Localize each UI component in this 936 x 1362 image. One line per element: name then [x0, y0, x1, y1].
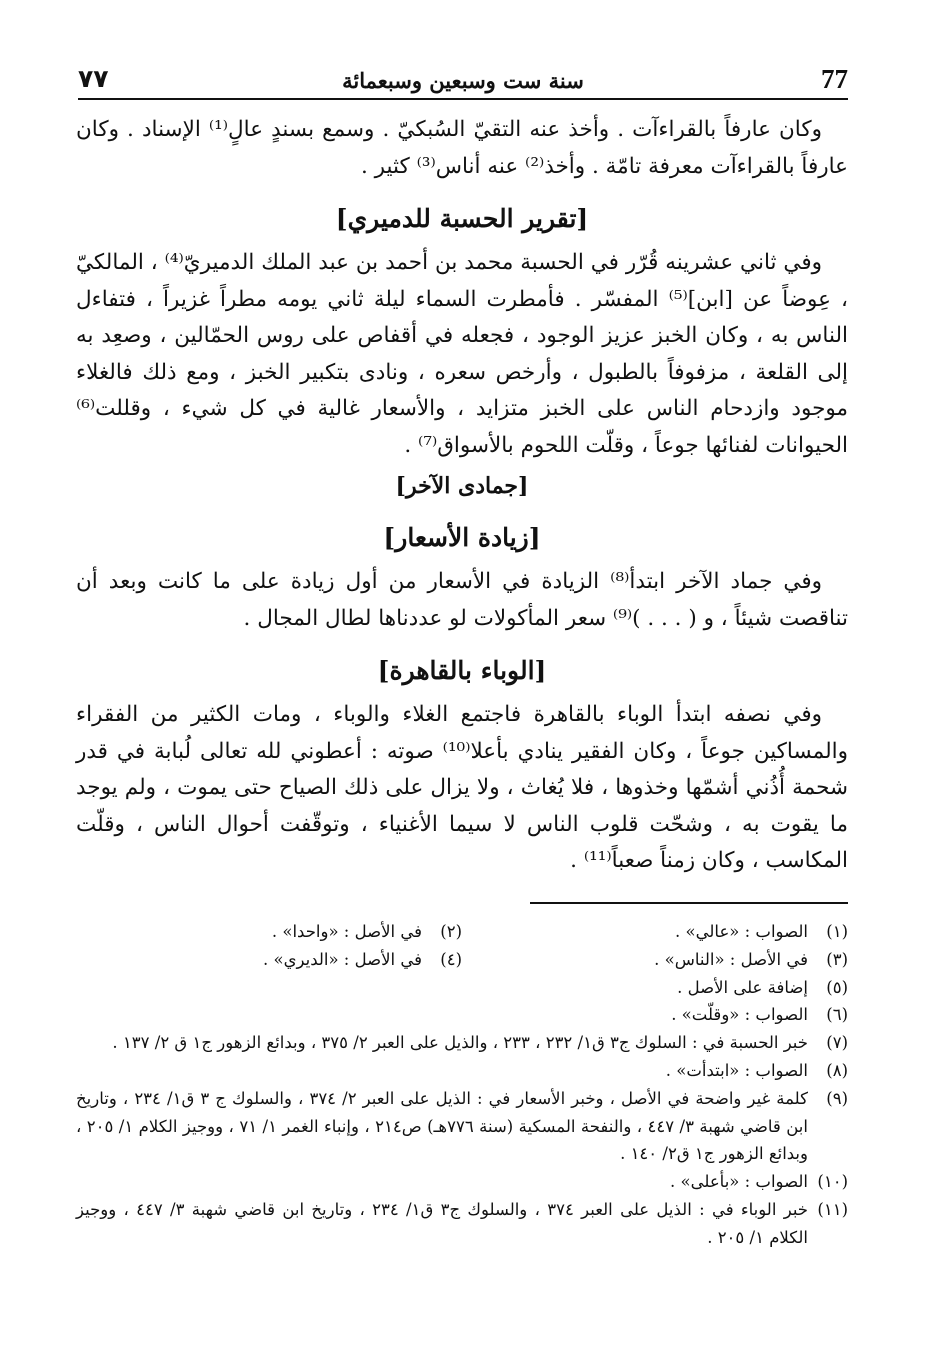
footnote-6 [76, 1001, 848, 1029]
footnote-number: (١١) [817, 1199, 848, 1219]
footnote-text: إضافة على الأصل . [677, 977, 808, 997]
heading-hisba: [تقرير الحسبة للدميري] [335, 204, 589, 233]
footnote-11 [76, 1196, 848, 1252]
footnote-number: (٣) [826, 949, 848, 969]
heading-prices: [زيادة الأسعار] [383, 523, 541, 552]
footnote-2 [76, 918, 462, 946]
footnote-text: الصواب : «وقلّت» . [671, 1005, 808, 1025]
paragraph-3: وفي جماد الآخر ابتدأ⁽⁸⁾ الزيادة في الأسعار من أول زيادة على ما كانت وبعد أن تناقصت شيئاً ، و ( . . . )⁽⁹⁾ سعر المأكولات لو عددناها لطال المجال . [76, 569, 848, 631]
main-text [76, 112, 848, 880]
footnote-5 [76, 974, 848, 1002]
footnote-text: في الأصل : «الناس» . [654, 949, 808, 969]
footnote-10 [76, 1168, 848, 1196]
footnote-8 [76, 1057, 848, 1085]
footnote-number: (٢) [440, 922, 462, 941]
footnote-3 [462, 946, 848, 974]
page-number-latin: 77 [821, 64, 848, 94]
paragraph-2: وفي ثاني عشرينه قُرّر في الحسبة محمد بن أحمد بن عبد الملك الدميريّ⁽⁴⁾ ، المالكيّ ، عِوضاً عن [ابن]⁽⁵⁾ المفسّر . فأمطرت السماء ليلة ثاني يومه مطراً غزيراً ، فتفاءل الناس به ، وكان الخبز عزيز الوجود ، فجعله في أقفاص على روس الحمّالين ، وصعِد به إلى القلعة ، مزفوفاً بالطبول ، وأرخص سعره ، ونادى بتكبير الخبز ، ومع ذلك فالغلاء موجود وازدحام الناس على الخبز متزايد ، والأسعار غالية في كل شيء ، وقللت⁽⁶⁾ الحيوانات لفنائها جوعاً ، وقلّت اللحوم بالأسواق⁽⁷⁾ . [76, 250, 849, 458]
footnote-number: (٨) [826, 1060, 848, 1080]
footnote-9 [76, 1085, 848, 1168]
footnote-text: في الأصل : «الديري» . [263, 949, 422, 969]
footnote-number: (٧) [826, 1033, 848, 1053]
heading-plague: [الوباء بالقاهرة] [377, 656, 547, 685]
footnote-row [76, 918, 848, 946]
paragraph-1: وكان عارفاً بالقراءآت . وأخذ عنه التقيّ السُبكيّ . وسمع بسندٍ عالٍ⁽¹⁾ الإسناد . وكان عارفاً بالقراءآت معرفة تامّة . وأخذ⁽²⁾ عنه أناس⁽³⁾ كثير . [76, 117, 848, 179]
footnote-7 [76, 1029, 848, 1057]
footnote-number: (١) [826, 922, 848, 941]
footnote-text: خبر الوباء في : الذيل على العبر ٣٧٤ ، والسلوك ج٣ ق١/ ٢٣٤ ، وتاريخ ابن قاضي شهبة ٣/ ٤٤٧ ، ووجيز الكلام ١/ ٢٠٥ . [76, 1199, 808, 1247]
footnote-number: (٩) [826, 1088, 848, 1108]
footnotes [76, 918, 848, 1252]
footnote-divider [530, 902, 848, 904]
footnote-text: الصواب : «ابتدأت» . [665, 1060, 808, 1080]
footnote-text: خبر الحسبة في : السلوك ج٣ ق١/ ٢٣٢ ، ٢٣٣ ، والذيل على العبر ٢/ ٣٧٥ ، وبدائع الزهور ج١ ق ٢/ ١٣٧ . [112, 1033, 808, 1053]
footnote-row [76, 946, 848, 974]
footnote-number: (٤) [440, 949, 462, 969]
footnote-text: كلمة غير واضحة في الأصل ، وخبر الأسعار في : الذيل على العبر ٢/ ٣٧٤ ، والسلوك ج ٣ ق١/ ٢٣٤ ، وتاريخ ابن قاضي شهبة ٣/ ٤٤٧ ، والنفحة المسكية (سنة ٧٧٦هـ) ص٢١٤ ، وإنباء الغمر ١/ ٧١ ، ووجيز الكلام ١/ ٢٠٥ ، وبدائع الزهور ج١ ق٢/ ١٤٠ . [76, 1088, 808, 1164]
page-number-arabic: ٧٧ [78, 64, 109, 93]
paragraph-4: وفي نصفه ابتدأ الوباء بالقاهرة فاجتمع الغلاء والوباء ، ومات الكثير من الفقراء والمساكين جوعاً ، وكان الفقير ينادي بأعلا⁽¹⁰⁾ صوته : أعطوني لله تعالى لُبابة في قدر شحمة أُذُني أشمّها وخذوها ، فلا يُغاث ، ولا يزال على ذلك الصياح حتى يموت ، ولم يوجد ما يقوت به ، وشحّت قلوب الناس لا سيما الأغنياء ، وتوقّفت أحوال الناس ، وقلّت المكاسب ، وكان زمناً صعباً⁽¹¹⁾ . [76, 702, 848, 873]
footnote-text: الصواب : «عالي» . [675, 922, 808, 941]
footnote-text: في الأصل : «واحدا» . [271, 922, 422, 941]
footnote-text: الصواب : «بأعلى» . [670, 1172, 808, 1192]
footnote-number: (٦) [826, 1005, 848, 1025]
heading-jumada: [جمادى الآخر] [395, 473, 529, 499]
footnote-number: (٥) [826, 977, 848, 997]
footnote-1 [462, 918, 848, 946]
running-title: سنة ست وسبعين وسبعمائة [342, 68, 584, 93]
page-header [78, 58, 848, 100]
footnote-number: (١٠) [817, 1172, 848, 1192]
footnote-4 [76, 946, 462, 974]
